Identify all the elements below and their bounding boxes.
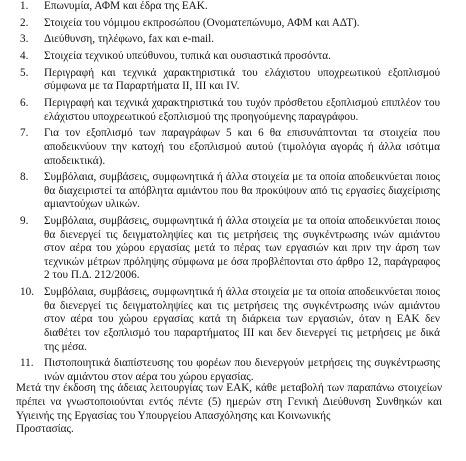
item-number: 4. bbox=[20, 50, 29, 63]
closing-last-line: Προστασίας. bbox=[16, 423, 74, 436]
list-item bbox=[20, 17, 440, 31]
item-number: 5. bbox=[20, 66, 29, 79]
closing-paragraph bbox=[16, 382, 442, 437]
item-text: Διεύθυνση, τηλέφωνο, fax και e-mail. bbox=[44, 33, 215, 46]
list-item bbox=[20, 127, 440, 168]
requirements-list bbox=[20, 0, 440, 387]
list-item bbox=[20, 97, 440, 124]
item-number: 10. bbox=[20, 286, 34, 299]
item-text: Στοιχεία τεχνικού υπεύθυνου, τυπικά και ουσιαστικά προσόντα. bbox=[44, 50, 331, 63]
item-number: 1. bbox=[20, 0, 29, 12]
list-item bbox=[20, 33, 440, 47]
item-text: Περιγραφή και τεχνικά χαρακτηριστικά του ελάχιστου υποχρεωτικού εξοπλισμού σύμφωνα με τα Παραρτήματα ΙΙ, ΙΙΙ και IV. bbox=[44, 66, 440, 93]
list-item bbox=[20, 50, 440, 64]
item-number: 6. bbox=[20, 97, 29, 110]
item-number: 2. bbox=[20, 16, 29, 29]
closing-text: Μετά την έκδοση της άδειας λειτουργίας των ΕΑΚ, κάθε μεταβολή των παραπάνω στοιχείων πρέπει να γνωστοποιούνται εντός πέντε (5) ημερών στη Γενική Διεύθυνση Συνθηκών και Υγιεινής της Εργασίας του Υπουργείου Απασχόλησης και Κοινωνικής bbox=[16, 382, 442, 422]
item-number: 3. bbox=[20, 33, 29, 46]
item-text: Συμβόλαια, συμβάσεις, συμφωνητικά ή άλλα στοιχεία με τα οποία αποδεικνύεται ποιος θα διαχειριστεί τα απόβλητα αμιάντου που θα προκύψουν από τις εργασίες διαχείρισης αμιαντούχων υλικών. bbox=[44, 171, 440, 211]
item-text: Για τον εξοπλισμό των παραγράφων 5 και 6 θα επισυνάπτονται τα στοιχεία που αποδεικνύουν την κατοχή του εξοπλισμού αυτού (τιμολόγια αγοράς ή άλλα ισότιμα αποδεικτικά). bbox=[44, 127, 440, 167]
item-number: 8. bbox=[20, 171, 29, 184]
list-item bbox=[20, 215, 440, 283]
list-item bbox=[20, 0, 440, 14]
item-number: 7. bbox=[20, 127, 29, 140]
list-item bbox=[20, 67, 440, 94]
item-number: 9. bbox=[20, 215, 29, 228]
list-item bbox=[20, 286, 440, 354]
item-text: Περιγραφή και τεχνικά χαρακτηριστικά του τυχόν πρόσθετου εξοπλισμού επιπλέον του ελάχιστου υποχρεωτικού εξοπλισμού της προηγούμενης παραγράφου. bbox=[44, 97, 440, 123]
list-item bbox=[20, 171, 440, 212]
item-text: Στοιχεία του νόμιμου εκπροσώπου (Ονοματεπώνυμο, ΑΦΜ και ΑΔΤ). bbox=[44, 16, 360, 29]
item-text: Συμβόλαια, συμβάσεις, συμφωνητικά ή άλλα στοιχεία με τα οποία αποδεικνύεται ποιος θα διενεργεί τις δειγματοληψίες και τις μετρήσεις της συγκέντρωσης ινών αμιάντου στον αέρα του χώρου εργασίας μετά το πέρας των εργασιών και πριν την άρση των τεχνικών μέτρων πρόληψης σύμφωνα με όσα προβλέπονται στο άρθρο 12, παράγραφος 2 του Π.Δ. 212/2006. bbox=[44, 215, 440, 282]
item-number: 11. bbox=[20, 357, 34, 370]
list-item bbox=[20, 357, 440, 384]
item-text: Επωνυμία, ΑΦΜ και έδρα της ΕΑΚ. bbox=[44, 0, 208, 12]
item-text: Πιστοποιητικά διαπίστευσης του φορέων που διενεργούν μετρήσεις της συγκέντρωσης ινών αμιάντου στον αέρα του χώρου εργασίας. bbox=[44, 357, 440, 383]
item-text: Συμβόλαια, συμβάσεις, συμφωνητικά ή άλλα στοιχεία με τα οποία αποδεικνύεται ποιος θα διενεργεί τις δειγματοληψίες και τις μετρήσεις της συγκέντρωσης ινών αμιάντου στον αέρα του χώρου εργασίας κατά τη διάρκεια των εργασιών, όταν η ΕΑΚ δεν διαθέτει τον εξοπλισμό του παραρτήματος ΙΙΙ και δεν διενεργεί τις μετρήσεις με δικά της μέσα. bbox=[44, 286, 440, 353]
